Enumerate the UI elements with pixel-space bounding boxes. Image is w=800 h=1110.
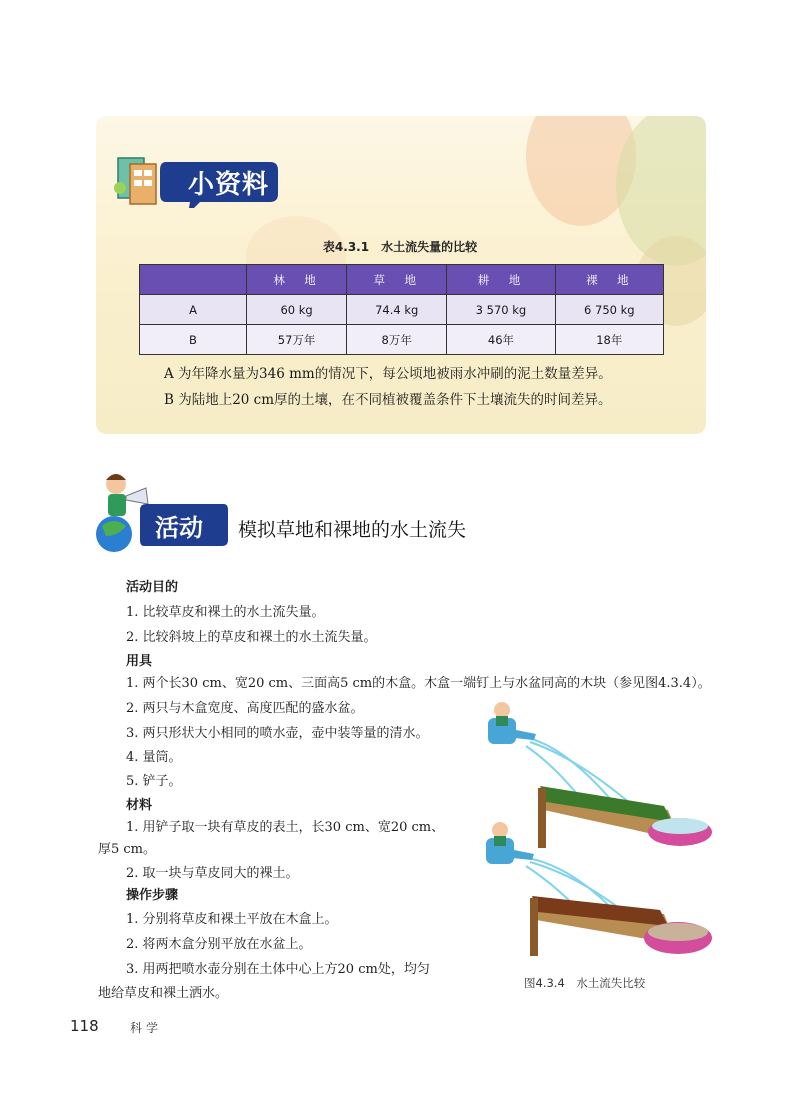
table-caption: 表4.3.1 水土流失量的比较: [322, 240, 478, 254]
table-header-cell: 林 地: [247, 265, 347, 295]
table-header-cell: 草 地: [347, 265, 447, 295]
steps-item: 3. 用两把喷水壶分别在土体中心上方20 cm处，均匀: [126, 962, 430, 977]
grass-setup: [488, 702, 712, 848]
tools-item: 5. 铲子。: [126, 774, 182, 789]
steps-item: 2. 将两木盒分别平放在水盆上。: [126, 937, 312, 952]
tools-item: 1. 两个长30 cm、宽20 cm、三面高5 cm的木盒。木盒一端钉上与水盆同高的木块（参见图4.3.4）。: [126, 676, 711, 691]
table-cell: 8万年: [347, 325, 447, 355]
book-name: 科学: [130, 1021, 163, 1035]
table-header-cell: 裸 地: [555, 265, 663, 295]
soil-loss-table: [139, 264, 664, 355]
materials-heading: 材料: [126, 798, 153, 813]
tools-item: 4. 量筒。: [126, 750, 182, 765]
materials-item: 1. 用铲子取一块有草皮的表土，长30 cm、宽20 cm、: [126, 820, 445, 835]
table-note-b: B 为陆地上20 cm厚的土壤，在不同植被覆盖条件下土壤流失的时间差异。: [164, 392, 612, 408]
tools-heading: 用具: [126, 654, 153, 669]
table-cell: 74.4 kg: [347, 295, 447, 325]
figure-caption: 图4.3.4 水土流失比较: [524, 976, 646, 990]
tools-item: 3. 两只形状大小相同的喷水壶，壶中装等量的清水。: [126, 726, 429, 741]
table-header-cell: 耕 地: [447, 265, 555, 295]
table-cell: B: [140, 325, 247, 355]
table-row: [140, 295, 664, 325]
steps-heading: 操作步骤: [126, 888, 179, 903]
steps-item: 1. 分别将草皮和裸土平放在木盒上。: [126, 912, 338, 927]
table-cell: 46年: [447, 325, 555, 355]
purpose-heading: 活动目的: [126, 580, 179, 595]
page-number: 118: [70, 1017, 99, 1035]
info-title: 小资料: [188, 170, 270, 200]
purpose-item: 2. 比较斜坡上的草皮和裸土的水土流失量。: [126, 630, 377, 645]
table-cell: 18年: [555, 325, 663, 355]
table-cell: 57万年: [247, 325, 347, 355]
soil-erosion-figure: [468, 698, 718, 968]
tools-item: 2. 两只与木盒宽度、高度匹配的盛水盆。: [126, 701, 364, 716]
table-note-a: A 为年降水量为346 mm的情况下，每公顷地被雨水冲刷的泥土数量差异。: [164, 366, 612, 382]
table-cell: A: [140, 295, 247, 325]
activity-label: 活动: [155, 514, 203, 542]
table-header-row: [140, 265, 664, 295]
table-cell: 6 750 kg: [555, 295, 663, 325]
materials-item-continued: 厚5 cm。: [98, 842, 157, 857]
table-cell: 60 kg: [247, 295, 347, 325]
table-row: [140, 325, 664, 355]
materials-item: 2. 取一块与草皮同大的裸土。: [126, 866, 299, 881]
activity-title: 模拟草地和裸地的水土流失: [238, 519, 467, 541]
table-cell: 3 570 kg: [447, 295, 555, 325]
steps-item-continued: 地给草皮和裸土洒水。: [98, 986, 229, 1001]
purpose-item: 1. 比较草皮和裸土的水土流失量。: [126, 605, 325, 620]
table-header-cell: [140, 265, 247, 295]
